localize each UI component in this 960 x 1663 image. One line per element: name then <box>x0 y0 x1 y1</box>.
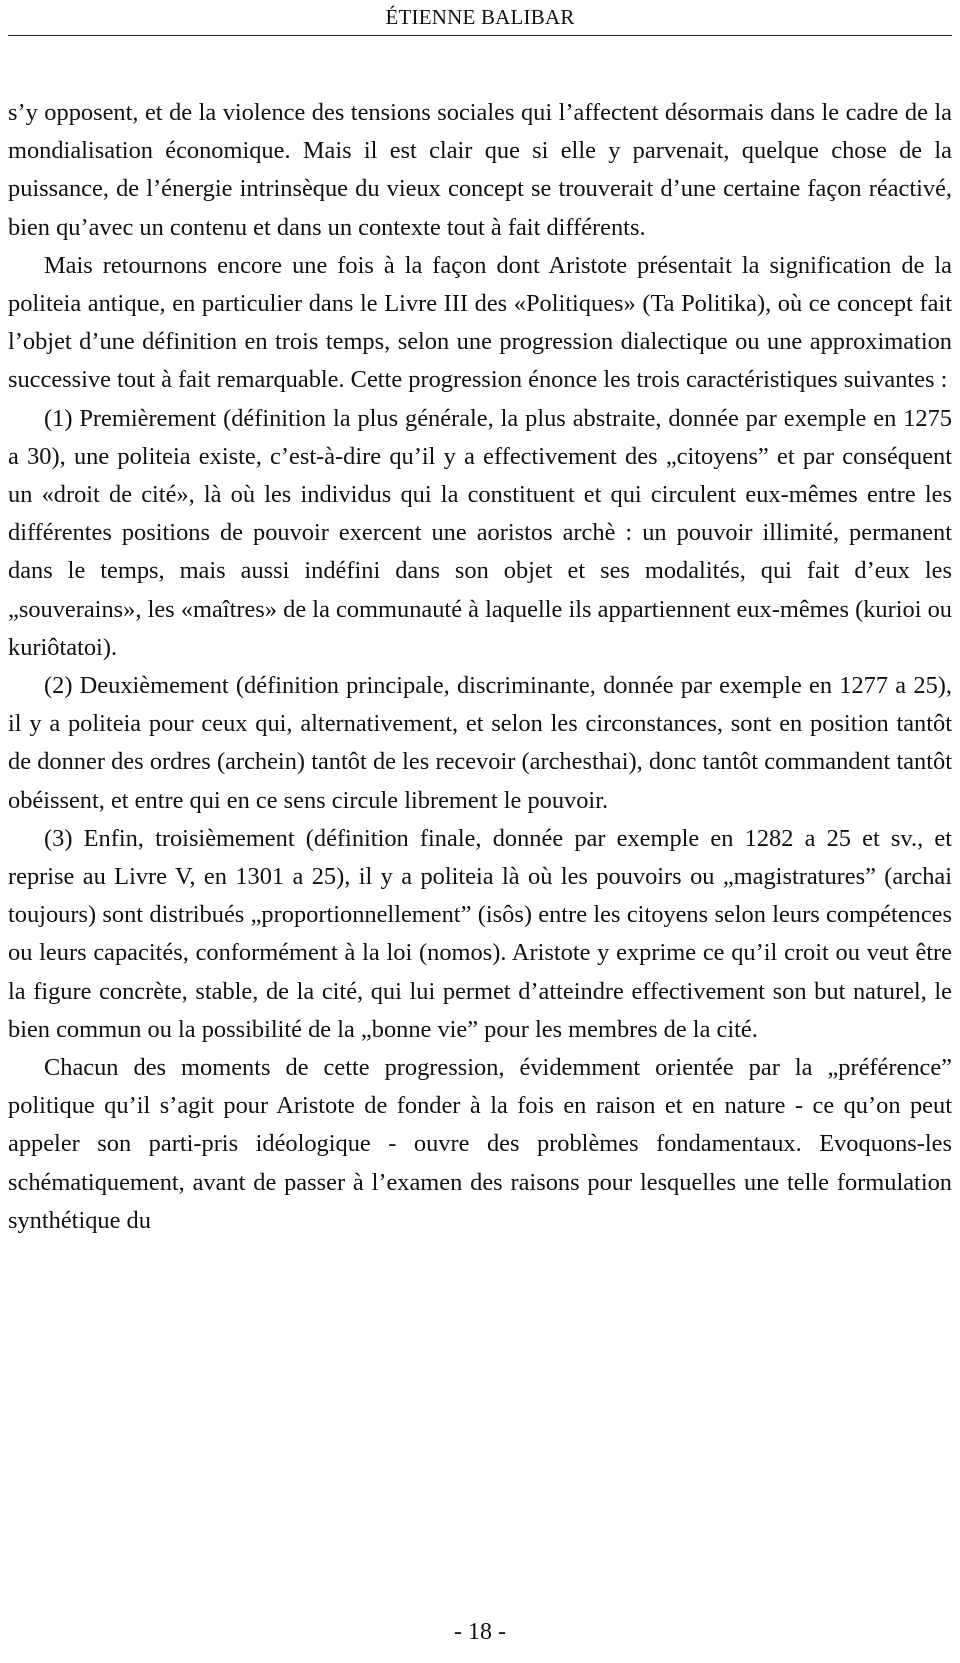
header-rule <box>8 35 952 36</box>
paragraph-definition-2: (2) Deuxièmement (définition principale, discriminante, donnée par exemple en 1277 a 25), il y a politeia pour ceux qui, alternativement, et selon les circonstances, sont en position tantôt de donner des ordres (archein) tantôt de les recevoir (archesthai), donc tantôt commandent tantôt obéissent, et entre qui en ce sens circule librement le pouvoir. <box>8 672 952 814</box>
paragraph-problemes: Chacun des moments de cette progression, évidemment orientée par la „préférence” politique qu’il s’agit pour Aristote de fonder à la fois en raison et en nature - ce qu’on peut appeler son parti-pris idéologique - ouvre des problèmes fondamentaux. Evoquons-les schématiquement, avant de passer à l’examen des raisons pour lesquelles une telle formulation synthétique du <box>8 1054 952 1234</box>
running-title: ÉTIENNE BALIBAR <box>385 5 575 29</box>
body-text <box>8 94 952 1240</box>
paragraph-definition-3: (3) Enfin, troisièmement (définition finale, donnée par exemple en 1282 a 25 et sv., et reprise au Livre V, en 1301 a 25), il y a politeia là où les pouvoirs ou „magistratures” (archai toujours) sont distribués „proportionnellement” (isôs) entre les citoyens selon leurs compétences ou leurs capacités, conformément à la loi (nomos). Aristote y exprime ce qu’il croit ou veut être la figure concrète, stable, de la cité, qui lui permet d’atteindre effectivement son but naturel, le bien commun ou la possibilité de la „bonne vie” pour les membres de la cité. <box>8 824 952 1043</box>
paragraph-definition-1: (1) Premièrement (définition la plus générale, la plus abstraite, donnée par exemple en 1275 a 30), une politeia existe, c’est-à-dire qu’il y a effectivement des „citoyens” et par conséquent un «droit de cité», là où les individus qui la constituent et qui circulent eux-mêmes entre les différentes positions de pouvoir exercent une aoristos archè : un pouvoir illimité, permanent dans le temps, mais aussi indéfini dans son objet et ses modalités, qui fait d’eux les „souverains», les «maîtres» de la communauté à laquelle ils appartiennent eux-mêmes (kurioi ou kuriôtatoi). <box>8 404 952 661</box>
paragraph-aristote-politeia: Mais retournons encore une fois à la façon dont Aristote présentait la signification de la politeia antique, en particulier dans le Livre III des «Politiques» (Ta Politika), où ce concept fait l’objet d’une définition en trois temps, selon une progression dialectique ou une approximation successive tout à fait remarquable. Cette progression énonce les trois caractéristiques suivantes : <box>8 251 952 394</box>
page-number: - 18 - <box>454 1619 506 1645</box>
paragraph-continuation: s’y opposent, et de la violence des tensions sociales qui l’affectent désormais dans le cadre de la mondialisation économique. Mais il est clair que si elle y parvenait, quelque chose de la puissance, de l’énergie intrinsèque du vieux concept se trouverait d’une certaine façon réactivé, bien qu’avec un contenu et dans un contexte tout à fait différents. <box>8 99 952 241</box>
